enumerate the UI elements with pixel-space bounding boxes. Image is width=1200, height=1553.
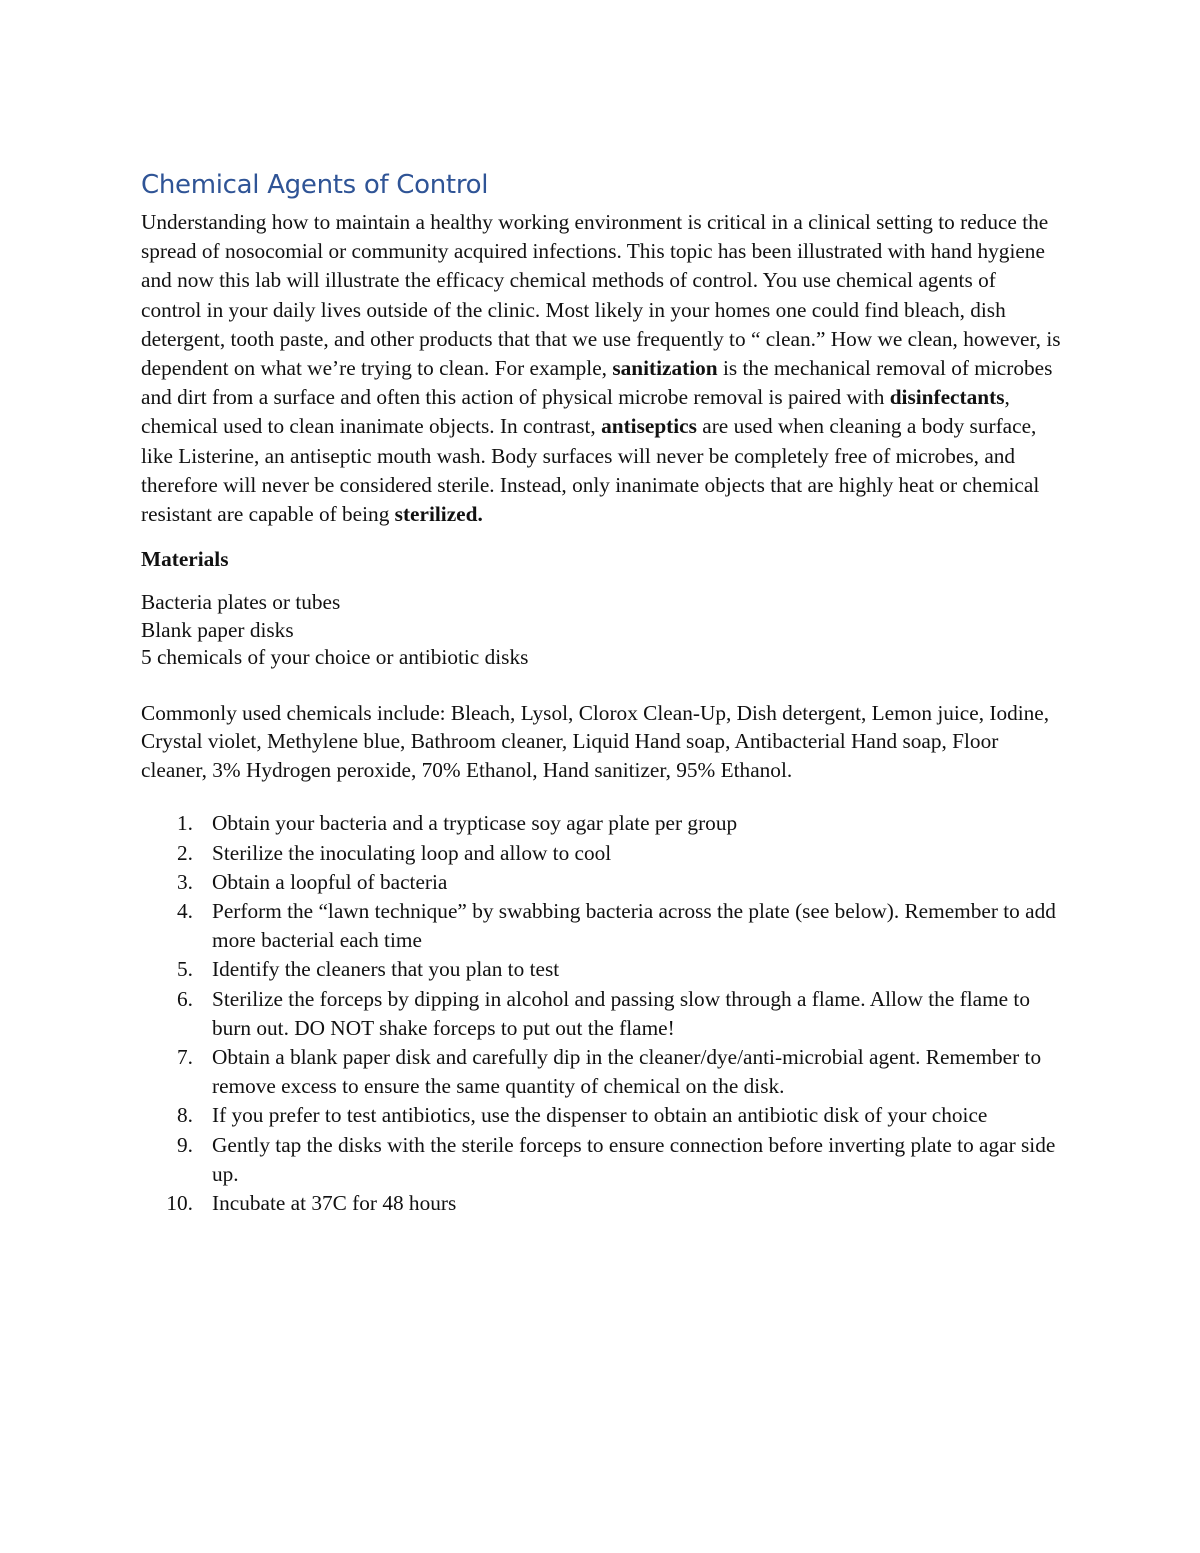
material-item: Bacteria plates or tubes (141, 590, 341, 615)
step-text: Obtain a loopful of bacteria (212, 869, 448, 894)
page-title: Chemical Agents of Control (141, 170, 489, 200)
step-item (141, 868, 1061, 897)
intro-text-run: is the mechanical removal of microbes and dirt from a surface and often this action of physical microbe removal is paired with (141, 356, 1053, 410)
materials-list (141, 589, 1061, 672)
step-number: 5. (177, 957, 193, 982)
step-text: Sterilize the inoculating loop and allow to cool (212, 840, 612, 865)
step-text: Gently tap the disks with the sterile forceps to ensure connection before inverting plate to agar side up. (212, 1132, 1056, 1186)
step-item (141, 1043, 1061, 1101)
step-item (141, 985, 1061, 1043)
step-text: Incubate at 37C for 48 hours (212, 1191, 457, 1216)
document-page (141, 166, 1061, 1218)
step-text: Identify the cleaners that you plan to test (212, 957, 560, 982)
step-item (141, 955, 1061, 984)
step-number: 4. (177, 899, 193, 924)
procedure-steps (141, 809, 1061, 1218)
step-number: 9. (177, 1132, 193, 1157)
step-number: 3. (177, 869, 193, 894)
intro-text-run: , chemical used to clean inanimate objects. In contrast, (141, 385, 1010, 439)
material-item: Blank paper disks (141, 617, 294, 642)
step-item (141, 839, 1061, 868)
chemicals-paragraph: Commonly used chemicals include: Bleach, Lysol, Clorox Clean-Up, Dish detergent, Lemon juice, Iodine, Crystal violet, Methylene blue, Bathroom cleaner, Liquid Hand soap, Antibacterial Hand soap, Floor cleaner, 3% Hydrogen peroxide, 70% Ethanol, Hand sanitizer, 95% Ethanol. (141, 700, 1050, 782)
key-term: sanitization (612, 356, 718, 381)
key-term: disinfectants (889, 385, 1005, 410)
step-text: Obtain your bacteria and a trypticase soy agar plate per group (212, 811, 738, 836)
step-number: 7. (177, 1045, 193, 1070)
key-term: antiseptics (601, 414, 697, 439)
material-item: 5 chemicals of your choice or antibiotic disks (141, 645, 529, 670)
step-text: Sterilize the forceps by dipping in alcohol and passing slow through a flame. Allow the flame to burn out. DO NOT shake forceps to put out the flame! (212, 986, 1030, 1040)
step-number: 8. (177, 1103, 193, 1128)
intro-text-run: are used when cleaning a body surface, like Listerine, an antiseptic mouth wash. Body surfaces will never be completely free of microbes, and therefore will never be considered sterile. Instead, only inanimate objects that are highly heat or chemical resistant are capable of being (141, 414, 1040, 527)
step-number: 2. (177, 840, 193, 865)
intro-text-run: Understanding how to maintain a healthy working environment is critical in a clinical setting to reduce the spread of nosocomial or community acquired infections. This topic has been illustrated with hand hygiene and now this lab will illustrate the efficacy chemical methods of control. You use chemical agents of control in your daily lives outside of the clinic. Most likely in your homes one could find bleach, dish detergent, tooth paste, and other products that that we use frequently to “ clean.” How we clean, however, is dependent on what we’re trying to clean. For example, (141, 210, 1061, 381)
step-item (141, 1189, 1061, 1218)
step-number: 10. (166, 1191, 193, 1216)
step-text: If you prefer to test antibiotics, use the dispenser to obtain an antibiotic disk of your choice (212, 1103, 988, 1128)
step-item (141, 897, 1061, 955)
step-number: 6. (177, 986, 193, 1011)
step-item (141, 1131, 1061, 1189)
step-item (141, 1101, 1061, 1130)
step-number: 1. (177, 811, 193, 836)
step-item (141, 809, 1061, 838)
intro-paragraph (141, 208, 1061, 529)
key-term: sterilized. (394, 502, 483, 527)
step-text: Perform the “lawn technique” by swabbing bacteria across the plate (see below). Remember to add more bacterial each time (212, 899, 1056, 953)
materials-heading: Materials (141, 547, 229, 572)
step-text: Obtain a blank paper disk and carefully dip in the cleaner/dye/anti-microbial agent. Remember to remove excess to ensure the same quantity of chemical on the disk. (212, 1045, 1042, 1099)
